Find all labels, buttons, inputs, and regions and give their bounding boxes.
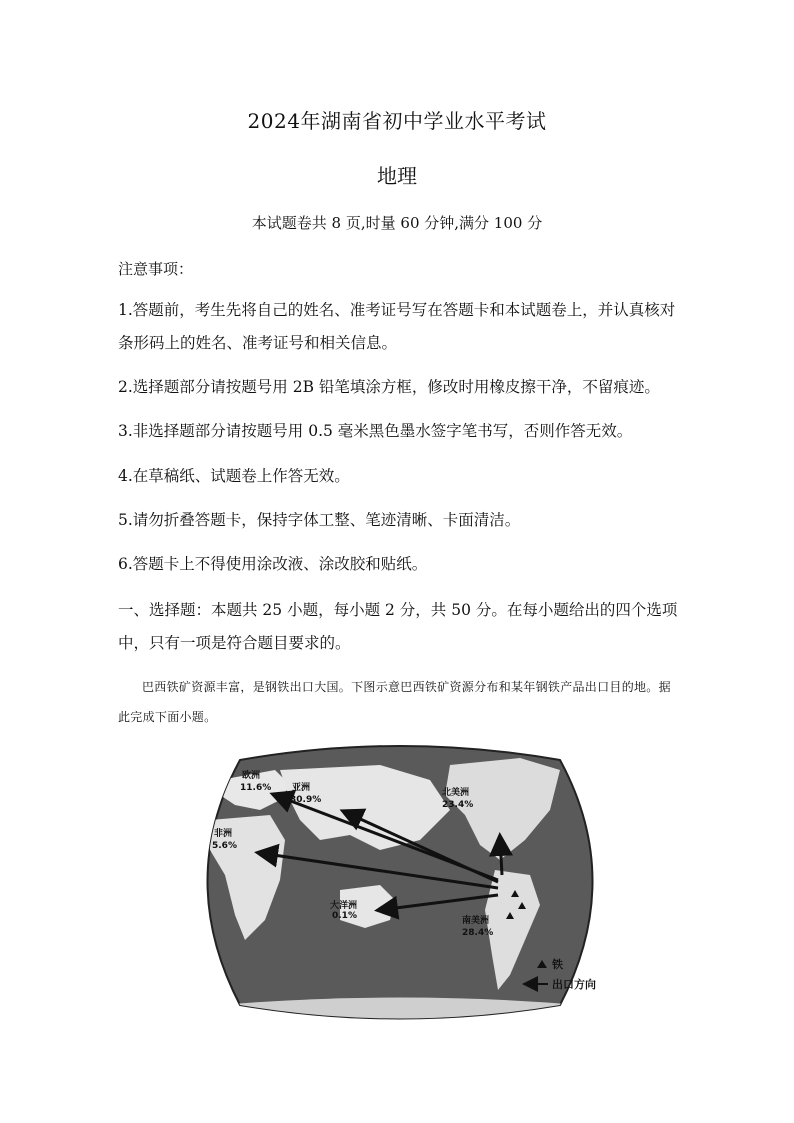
- exam-subject: 地理: [377, 164, 417, 188]
- legend-iron-label: 铁: [552, 958, 563, 971]
- label-north-america-share: 23.4%: [442, 800, 474, 810]
- label-oceania-share: 0.1%: [332, 911, 357, 921]
- label-south-america-name: 南美洲: [462, 916, 490, 926]
- notice-heading: 注意事项：: [118, 260, 194, 278]
- label-asia-name: 亚洲: [292, 783, 311, 793]
- export-arrow-north-america: [500, 838, 502, 875]
- label-europe-share: 11.6%: [240, 783, 272, 793]
- notice-item-2: 2.选择题部分请按题号用 2B 铅笔填涂方框，修改时用橡皮擦干净，不留痕迹。: [118, 378, 660, 396]
- label-south-america-share: 28.4%: [462, 928, 494, 938]
- question-intro: 巴西铁矿资源丰富，是钢铁出口大国。下图示意巴西铁矿资源分布和某年钢铁产品出口目的地。据此完成下面小题。: [118, 680, 671, 724]
- antarctica-landmass: [220, 998, 580, 1026]
- notice-item-3: 3.非选择题部分请按题号用 0.5 毫米黑色墨水签字笔书写，否则作答无效。: [118, 422, 633, 440]
- notice-item-5: 5.请勿折叠答题卡，保持字体工整、笔迹清晰、卡面清洁。: [118, 511, 521, 529]
- notice-item-6: 6.答题卡上不得使用涂改液、涂改胶和贴纸。: [118, 555, 428, 573]
- notice-item-1: 1.答题前，考生先将自己的姓名、准考证号写在答题卡和本试题卷上，并认真核对条形码上的姓名、准考证号和相关信息。: [118, 301, 676, 352]
- exam-info: 本试题卷共 8 页,时量 60 分钟,满分 100 分: [251, 214, 543, 232]
- label-africa-name: 非洲: [214, 829, 233, 839]
- label-asia-share: 30.9%: [290, 795, 322, 805]
- label-north-america-name: 北美洲: [442, 788, 470, 798]
- legend-export-label: 出口方向: [552, 978, 596, 991]
- export-map: [180, 740, 620, 1025]
- label-oceania-name: 大洋洲: [330, 901, 358, 911]
- label-africa-share: 5.6%: [212, 841, 237, 851]
- label-europe-name: 欧洲: [242, 771, 261, 781]
- exam-title: 2024年湖南省初中学业水平考试: [247, 109, 547, 133]
- notice-item-4: 4.在草稿纸、试题卷上作答无效。: [118, 467, 350, 485]
- section-heading: 一、选择题：本题共 25 小题，每小题 2 分，共 50 分。在每小题给出的四个选项中，只有一项是符合题目要求的。: [118, 601, 678, 652]
